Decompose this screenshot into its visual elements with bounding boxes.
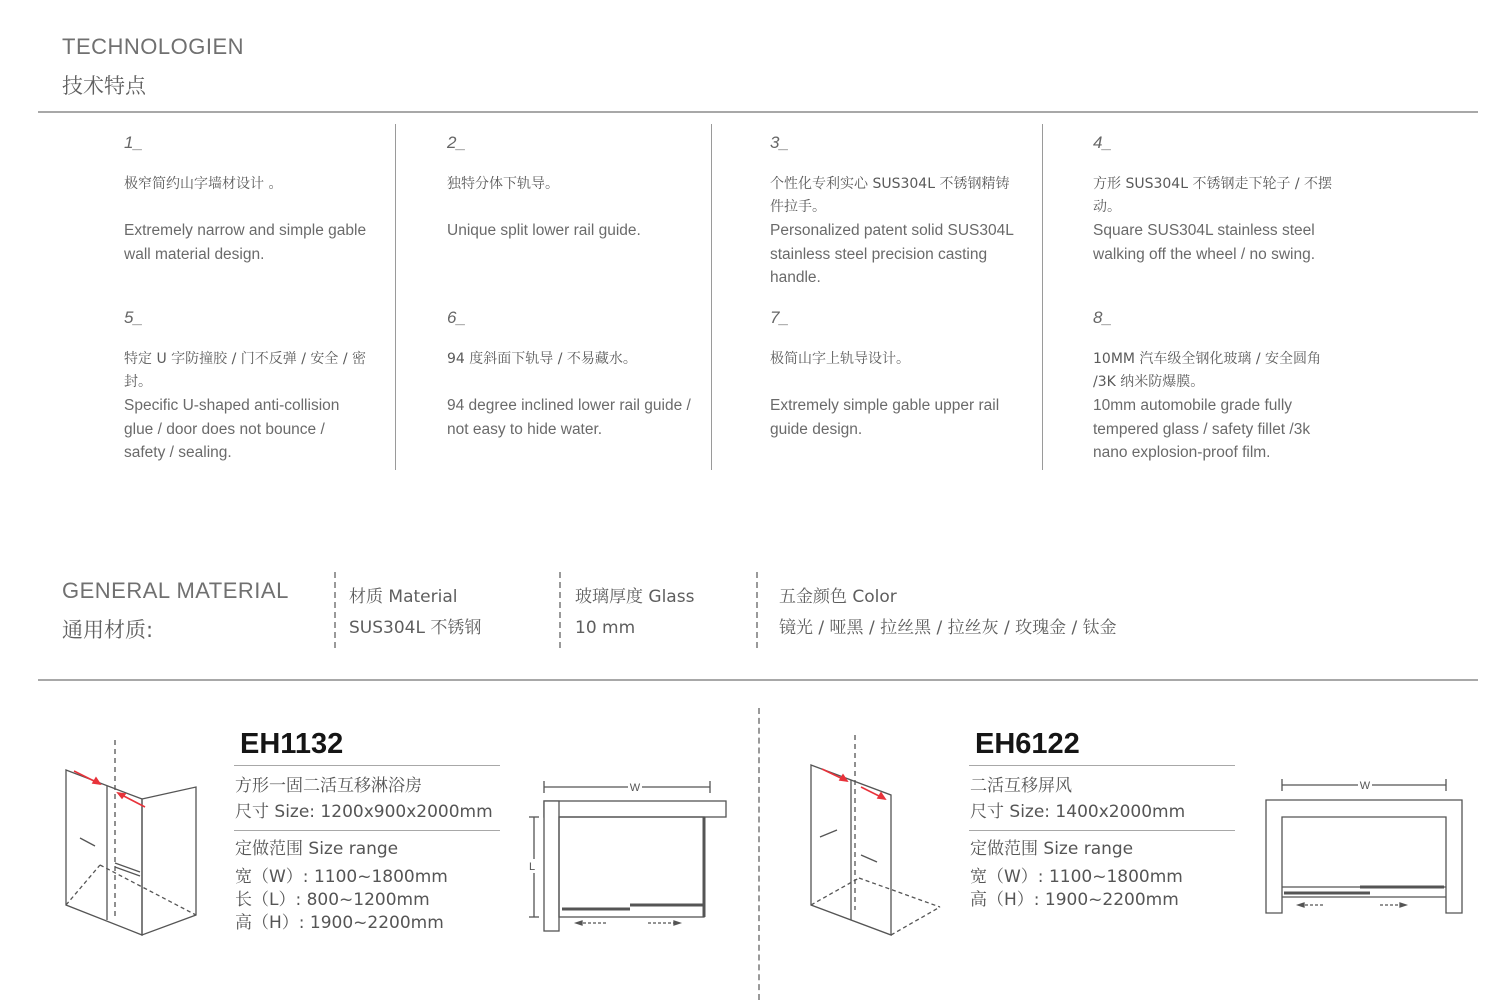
feature-text-cn: 独特分体下轨导。 [447, 176, 559, 192]
product-line [234, 830, 500, 831]
color-label: 五金颜色 Color [779, 587, 897, 607]
feature-number: 4_ [1093, 133, 1112, 152]
feature-text-cn: 特定 U 字防撞胶 / 门不反弹 / 安全 / 密封。 [124, 351, 366, 390]
feature-number: 1_ [124, 133, 143, 152]
product-plan-drawing [1260, 775, 1470, 920]
product-3d-illustration [50, 735, 210, 945]
feature-text-en: Extremely narrow and simple gable wall material design. [124, 222, 367, 263]
feature-item [770, 308, 1015, 441]
size-range-item: 宽（W）: 1100~1800mm [235, 867, 448, 887]
size-range-item: 长（L）: 800~1200mm [235, 890, 430, 910]
column-divider [395, 124, 396, 470]
material-title-cn: 通用材质: [62, 618, 154, 642]
feature-item [124, 308, 369, 465]
product-line [234, 765, 500, 766]
column-divider [711, 124, 712, 470]
feature-number: 5_ [124, 308, 143, 327]
material-label: 材质 Material [349, 587, 458, 607]
material-value: SUS304L 不锈钢 [349, 618, 482, 638]
feature-text-cn: 94 度斜面下轨导 / 不易藏水。 [447, 351, 637, 367]
glass-value: 10 mm [575, 618, 636, 638]
feature-item [1093, 133, 1338, 266]
product-size: 尺寸 Size: 1200x900x2000mm [235, 802, 493, 822]
dimension-label-w: W [1359, 780, 1371, 792]
feature-item [124, 133, 369, 266]
model-number: EH1132 [240, 728, 344, 760]
size-range-item: 高（H）: 1900~2200mm [970, 890, 1179, 910]
feature-text-en: Specific U-shaped anti-collision glue / door does not bounce / safety / sealing. [124, 397, 340, 461]
product-divider [758, 708, 760, 1000]
dimension-label-w: W [629, 782, 641, 794]
product-plan-drawing [520, 775, 735, 940]
model-number: EH6122 [975, 728, 1080, 760]
color-value: 镜光 / 哑黑 / 拉丝黑 / 拉丝灰 / 玫瑰金 / 钛金 [779, 618, 1117, 638]
material-divider [334, 572, 336, 648]
product-line [969, 765, 1235, 766]
dimension-label-l: L [528, 861, 536, 873]
feature-text-en: Extremely simple gable upper rail guide design. [770, 397, 1000, 438]
feature-text-cn: 10MM 汽车级全钢化玻璃 / 安全圆角 /3K 纳米防爆膜。 [1093, 351, 1322, 390]
slide-arrow-icon [74, 771, 145, 807]
feature-number: 3_ [770, 133, 789, 152]
product-name: 二活互移屏风 [970, 776, 1072, 796]
material-title-en: GENERAL MATERIAL [62, 578, 289, 603]
feature-item [447, 308, 692, 441]
feature-text-en: 10mm automobile grade fully tempered glass / safety fillet /3k nano explosion-proof film. [1093, 397, 1311, 461]
size-range-title: 定做范围 Size range [970, 839, 1134, 859]
feature-item [447, 133, 692, 243]
feature-number: 2_ [447, 133, 466, 152]
feature-item [1093, 308, 1338, 465]
feature-number: 6_ [447, 308, 466, 327]
product-size: 尺寸 Size: 1400x2000mm [970, 802, 1186, 822]
feature-text-cn: 方形 SUS304L 不锈钢走下轮子 / 不摆动。 [1093, 176, 1333, 215]
size-range-item: 高（H）: 1900~2200mm [235, 913, 444, 933]
feature-item [770, 133, 1015, 290]
material-divider [559, 572, 561, 648]
glass-block [575, 582, 694, 644]
feature-text-en: Square SUS304L stainless steel walking off the wheel / no swing. [1093, 222, 1316, 263]
feature-text-cn: 极简山字上轨导设计。 [770, 351, 910, 367]
column-divider [1042, 124, 1043, 470]
material-divider [756, 572, 758, 648]
size-range-item: 宽（W）: 1100~1800mm [970, 867, 1183, 887]
feature-text-cn: 极窄简约山字墙材设计 。 [124, 176, 283, 192]
product-name: 方形一固二活互移淋浴房 [235, 776, 422, 796]
technologies-title-cn: 技术特点 [62, 74, 146, 98]
glass-label: 玻璃厚度 Glass [575, 587, 695, 607]
feature-number: 8_ [1093, 308, 1112, 327]
section-divider [38, 679, 1478, 681]
slide-arrow-icon [822, 769, 885, 799]
technologies-title-en: TECHNOLOGIEN [62, 34, 245, 59]
product-3d-illustration [795, 735, 955, 945]
feature-text-en: Unique split lower rail guide. [447, 222, 641, 239]
color-block [779, 582, 1117, 644]
product-line [969, 830, 1235, 831]
feature-text-en: Personalized patent solid SUS304L stainless steel precision casting handle. [770, 222, 1014, 286]
material-block [349, 582, 481, 644]
feature-number: 7_ [770, 308, 789, 327]
section-divider [38, 111, 1478, 113]
size-range-title: 定做范围 Size range [235, 839, 399, 859]
feature-text-en: 94 degree inclined lower rail guide / not easy to hide water. [447, 397, 691, 438]
feature-text-cn: 个性化专利实心 SUS304L 不锈钢精铸件拉手。 [770, 176, 1010, 215]
